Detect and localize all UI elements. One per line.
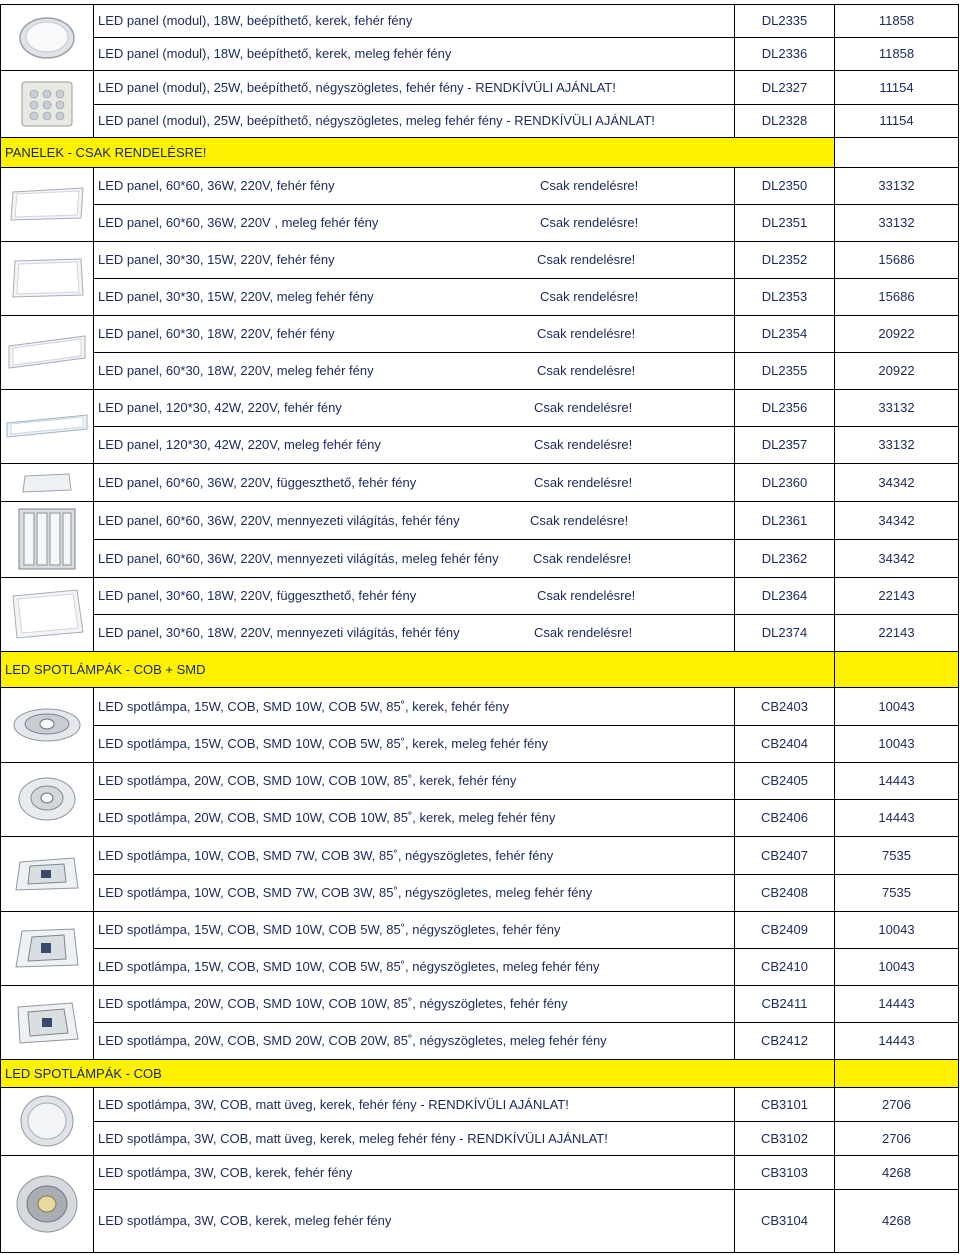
table-row — [0, 204, 959, 241]
product-code: CB2408 — [734, 874, 834, 911]
product-price: 15686 — [834, 241, 959, 278]
order-note: Csak rendelésre! — [534, 400, 633, 415]
section-header — [0, 1059, 959, 1087]
product-price: 10043 — [834, 725, 959, 762]
product-name: LED panel, 60*60, 36W, 220V , meleg fehér fény — [98, 215, 379, 230]
table-row — [0, 614, 959, 651]
round-spotlight-icon — [10, 703, 84, 747]
table-row — [0, 389, 959, 426]
product-name: LED spotlámpa, 15W, COB, SMD 10W, COB 5W, 85˚, négyszögletes, fehér fény — [98, 922, 561, 937]
order-note: Csak rendelésre! — [534, 474, 633, 490]
table-row — [0, 1087, 959, 1121]
product-code: CB3102 — [734, 1121, 834, 1155]
product-code: CB3103 — [734, 1155, 834, 1189]
product-price: 10043 — [834, 948, 959, 985]
product-image — [0, 687, 94, 762]
product-code: DL2357 — [734, 426, 834, 463]
product-code: DL2374 — [734, 614, 834, 651]
flat-led-panel-icon — [5, 332, 89, 372]
table-row — [0, 948, 959, 985]
product-price: 33132 — [834, 204, 959, 241]
section-header — [0, 137, 959, 167]
product-price: 15686 — [834, 278, 959, 315]
order-note: Csak rendelésre! — [533, 550, 632, 566]
table-row — [0, 352, 959, 389]
product-name: LED panel, 30*60, 18W, 220V, mennyezeti világítás, fehér fény — [98, 625, 460, 640]
product-code: DL2352 — [734, 241, 834, 278]
product-price: 10043 — [834, 687, 959, 725]
product-price: 33132 — [834, 167, 959, 204]
table-row — [0, 1121, 959, 1155]
square-spotlight-icon — [12, 923, 82, 973]
product-name: LED panel, 60*30, 18W, 220V, meleg fehér fény — [98, 363, 374, 378]
product-code: CB2403 — [734, 687, 834, 725]
product-price: 33132 — [834, 426, 959, 463]
product-name: LED spotlámpa, 20W, COB, SMD 10W, COB 10W, 85˚, kerek, fehér fény — [98, 773, 517, 788]
product-name: LED panel, 60*30, 18W, 220V, fehér fény — [98, 326, 335, 341]
table-row — [0, 1189, 959, 1252]
order-note: Csak rendelésre! — [534, 437, 633, 452]
product-price: 22143 — [834, 577, 959, 614]
table-row — [0, 985, 959, 1022]
product-price: 11858 — [834, 4, 959, 37]
product-price: 22143 — [834, 614, 959, 651]
product-name: LED panel, 60*60, 36W, 220V, mennyezeti világítás, fehér fény — [98, 512, 460, 528]
table-row — [0, 4, 959, 37]
product-price: 14443 — [834, 1022, 959, 1059]
product-name: LED spotlámpa, 10W, COB, SMD 7W, COB 3W, 85˚, négyszögletes, fehér fény — [98, 847, 554, 863]
hanging-led-panel-icon — [19, 470, 75, 494]
product-image — [0, 1155, 94, 1252]
product-price: 7535 — [834, 836, 959, 874]
product-price: 14443 — [834, 799, 959, 836]
product-code: CB2411 — [734, 985, 834, 1022]
product-price: 14443 — [834, 762, 959, 799]
table-row — [0, 836, 959, 874]
product-code: CB2409 — [734, 911, 834, 948]
product-name: LED panel (modul), 25W, beépíthető, négyszögletes, fehér fény - RENDKÍVÜLI AJÁNLAT! — [98, 79, 616, 95]
table-row — [0, 874, 959, 911]
product-image — [0, 985, 94, 1059]
table-row — [0, 37, 959, 70]
product-code: DL2351 — [734, 204, 834, 241]
table-row — [0, 501, 959, 539]
product-code: DL2362 — [734, 539, 834, 577]
product-image — [0, 4, 94, 70]
product-code: DL2361 — [734, 501, 834, 539]
product-code: DL2328 — [734, 104, 834, 137]
table-row — [0, 426, 959, 463]
product-code: CB3101 — [734, 1087, 834, 1121]
order-note: Csak rendelésre! — [540, 178, 639, 193]
product-price: 34342 — [834, 539, 959, 577]
product-name: LED spotlámpa, 20W, COB, SMD 20W, COB 20W, 85˚, négyszögletes, meleg fehér fény — [98, 1033, 607, 1048]
product-name: LED spotlámpa, 20W, COB, SMD 10W, COB 10W, 85˚, négyszögletes, fehér fény — [98, 996, 568, 1011]
product-name: LED panel, 120*30, 42W, 220V, meleg fehér fény — [98, 437, 381, 452]
table-row — [0, 687, 959, 725]
product-name: LED spotlámpa, 15W, COB, SMD 10W, COB 5W, 85˚, kerek, fehér fény — [98, 698, 510, 714]
product-code: CB2406 — [734, 799, 834, 836]
product-image — [0, 911, 94, 985]
product-name: LED panel, 30*30, 15W, 220V, fehér fény — [98, 252, 335, 267]
product-name: LED panel, 60*60, 36W, 220V, mennyezeti világítás, meleg fehér fény — [98, 550, 499, 566]
round-led-panel-icon — [17, 11, 77, 63]
table-row — [0, 539, 959, 577]
table-row — [0, 725, 959, 762]
product-image — [0, 70, 94, 137]
order-note: Csak rendelésre! — [540, 215, 639, 230]
square-spotlight-icon — [12, 997, 82, 1047]
product-image — [0, 241, 94, 315]
flat-led-panel-icon — [7, 255, 87, 301]
product-price: 11154 — [834, 104, 959, 137]
order-note: Csak rendelésre! — [537, 363, 636, 378]
product-image — [0, 501, 94, 577]
product-price: 11858 — [834, 37, 959, 70]
product-name: LED panel (modul), 18W, beépíthető, kerek, meleg fehér fény — [98, 46, 452, 61]
product-price: 7535 — [834, 874, 959, 911]
product-image — [0, 577, 94, 651]
order-note: Csak rendelésre! — [537, 252, 636, 267]
table-row — [0, 315, 959, 352]
product-name: LED spotlámpa, 3W, COB, matt üveg, kerek, fehér fény - RENDKÍVÜLI AJÁNLAT! — [98, 1096, 569, 1112]
product-code: CB2412 — [734, 1022, 834, 1059]
product-image — [0, 389, 94, 463]
product-price: 10043 — [834, 911, 959, 948]
square-led-module-icon — [18, 78, 76, 130]
product-name: LED panel, 30*60, 18W, 220V, függeszthető, fehér fény — [98, 588, 417, 603]
product-price: 20922 — [834, 352, 959, 389]
product-name: LED panel (modul), 18W, beépíthető, kerek, fehér fény — [98, 13, 413, 28]
table-row — [0, 911, 959, 948]
product-code: DL2354 — [734, 315, 834, 352]
table-row — [0, 278, 959, 315]
product-name: LED spotlámpa, 3W, COB, kerek, fehér fény — [98, 1164, 353, 1180]
square-spotlight-icon — [12, 852, 82, 896]
product-code: CB2410 — [734, 948, 834, 985]
product-price: 33132 — [834, 389, 959, 426]
product-price: 14443 — [834, 985, 959, 1022]
product-image — [0, 836, 94, 911]
product-code: DL2335 — [734, 4, 834, 37]
louver-ceiling-panel-icon — [15, 505, 79, 573]
product-price: 2706 — [834, 1087, 959, 1121]
section-title: LED SPOTLÁMPÁK - COB + SMD — [0, 651, 834, 687]
product-image — [0, 463, 94, 501]
product-code: CB3104 — [734, 1189, 834, 1252]
product-name: LED spotlámpa, 15W, COB, SMD 10W, COB 5W, 85˚, kerek, meleg fehér fény — [98, 736, 549, 751]
product-code: DL2364 — [734, 577, 834, 614]
product-code: DL2353 — [734, 278, 834, 315]
product-price: 4268 — [834, 1155, 959, 1189]
table-row — [0, 1155, 959, 1189]
order-note: Csak rendelésre! — [534, 625, 633, 640]
product-name: LED spotlámpa, 3W, COB, matt üveg, kerek, meleg fehér fény - RENDKÍVÜLI AJÁNLAT! — [98, 1130, 608, 1146]
product-image — [0, 167, 94, 241]
product-code: DL2356 — [734, 389, 834, 426]
product-code: CB2407 — [734, 836, 834, 874]
product-code: CB2404 — [734, 725, 834, 762]
product-name: LED panel, 30*30, 15W, 220V, meleg fehér fény — [98, 289, 374, 304]
order-note: Csak rendelésre! — [537, 588, 636, 603]
table-row — [0, 167, 959, 204]
product-name: LED panel, 120*30, 42W, 220V, fehér fény — [98, 400, 342, 415]
section-title: PANELEK - CSAK RENDELÉSRE! — [0, 137, 834, 167]
table-row — [0, 463, 959, 501]
product-code: DL2350 — [734, 167, 834, 204]
table-row — [0, 104, 959, 137]
product-price: 11154 — [834, 70, 959, 104]
product-name: LED spotlámpa, 3W, COB, kerek, meleg fehér fény — [98, 1213, 392, 1228]
table-row — [0, 241, 959, 278]
table-row — [0, 799, 959, 836]
flat-led-panel-icon — [7, 184, 87, 224]
product-image — [0, 1087, 94, 1155]
order-note: Csak rendelésre! — [540, 289, 639, 304]
product-price: 2706 — [834, 1121, 959, 1155]
section-header — [0, 651, 959, 687]
round-spotlight-icon — [15, 774, 79, 824]
table-row — [0, 1022, 959, 1059]
table-row — [0, 762, 959, 799]
order-note: Csak rendelésre! — [537, 326, 636, 341]
product-name: LED panel, 60*60, 36W, 220V, fehér fény — [98, 178, 335, 193]
product-name: LED spotlámpa, 10W, COB, SMD 7W, COB 3W, 85˚, négyszögletes, meleg fehér fény — [98, 885, 593, 900]
product-name: LED panel (modul), 25W, beépíthető, négyszögletes, meleg fehér fény - RENDKÍVÜLI AJÁNLAT! — [98, 113, 655, 128]
product-name: LED spotlámpa, 20W, COB, SMD 10W, COB 10W, 85˚, kerek, meleg fehér fény — [98, 810, 556, 825]
product-image — [0, 315, 94, 389]
table-row — [0, 70, 959, 104]
product-code: DL2327 — [734, 70, 834, 104]
cob-spotlight-icon — [13, 1172, 81, 1236]
product-price: 34342 — [834, 463, 959, 501]
product-code: DL2355 — [734, 352, 834, 389]
product-name: LED panel, 60*60, 36W, 220V, függeszthető, fehér fény — [98, 474, 417, 490]
product-price: 20922 — [834, 315, 959, 352]
section-title: LED SPOTLÁMPÁK - COB — [0, 1059, 834, 1087]
product-name: LED spotlámpa, 15W, COB, SMD 10W, COB 5W, 85˚, négyszögletes, meleg fehér fény — [98, 959, 600, 974]
product-price: 4268 — [834, 1189, 959, 1252]
order-note: Csak rendelésre! — [530, 512, 629, 528]
product-price: 34342 — [834, 501, 959, 539]
flat-led-panel-icon — [7, 586, 87, 642]
flat-led-panel-icon — [4, 409, 90, 443]
product-image — [0, 762, 94, 836]
product-code: DL2360 — [734, 463, 834, 501]
table-row — [0, 577, 959, 614]
cob-spotlight-icon — [17, 1092, 77, 1150]
product-code: DL2336 — [734, 37, 834, 70]
product-code: CB2405 — [734, 762, 834, 799]
